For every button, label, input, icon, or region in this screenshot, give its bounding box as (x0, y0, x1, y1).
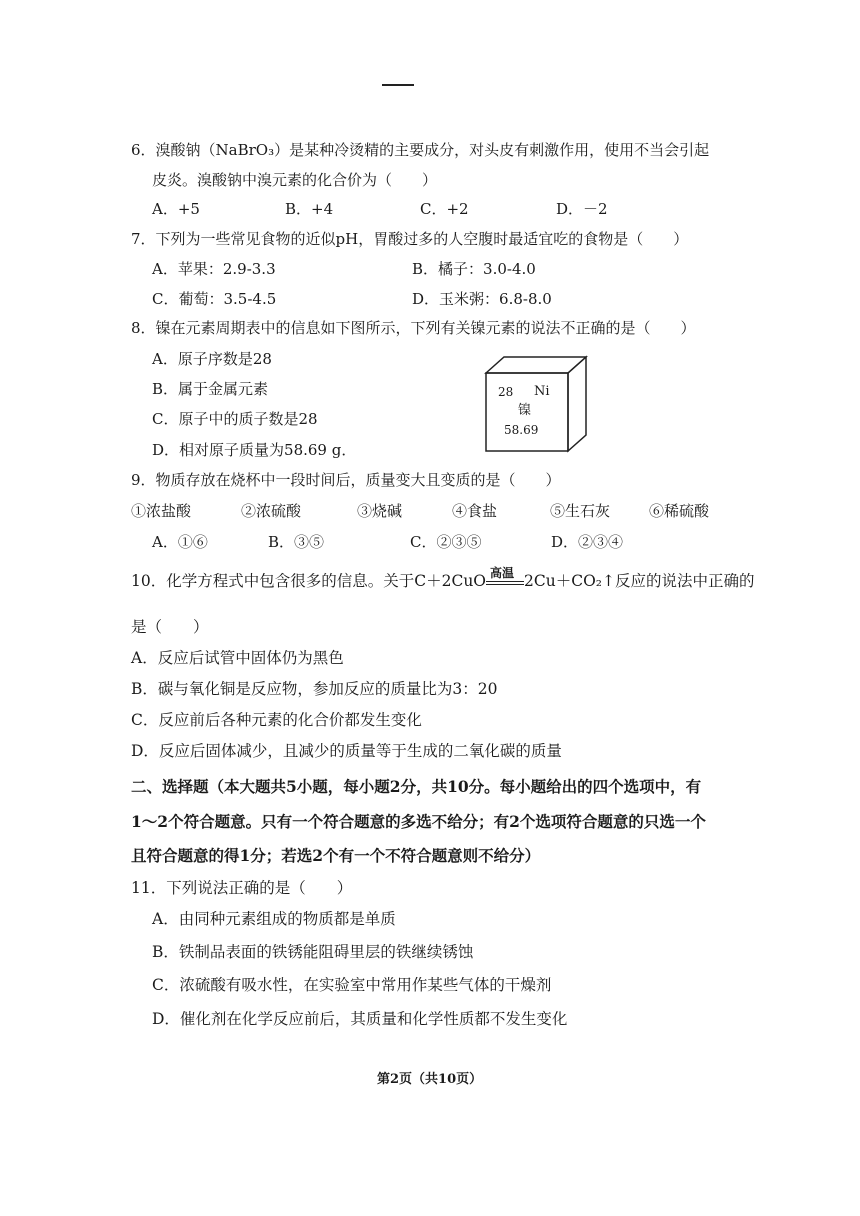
q7-option-d: D．玉米粥：6.8-8.0 (412, 290, 552, 308)
q10-option-c: C．反应前后各种元素的化合价都发生变化 (131, 711, 422, 729)
q8-option-d: D．相对原子质量为58.69 g． (152, 441, 357, 459)
q10-equation-right: 2Cu＋CO₂↑ (524, 572, 615, 590)
q10-option-d: D．反应后固体减少，且减少的质量等于生成的二氧化碳的质量 (131, 742, 562, 760)
q10-stem-post: 反应的说法中正确的 (615, 572, 755, 590)
q11-option-d: D．催化剂在化学反应前后，其质量和化学性质都不发生变化 (152, 1010, 568, 1028)
q6-option-d: D．－2 (556, 200, 608, 218)
q11-option-b: B．铁制品表面的铁锈能阻碍里层的铁继续锈蚀 (152, 943, 474, 961)
q10-stem-pre: 10．化学方程式中包含很多的信息。关于 (131, 572, 415, 590)
element-atomic-mass: 58.69 (504, 423, 539, 437)
element-symbol: Ni (534, 384, 550, 399)
q6-option-b: B．+4 (285, 200, 334, 218)
q7-option-a: A．苹果：2.9-3.3 (152, 260, 276, 278)
q9-option-a: A．①⑥ (152, 533, 208, 551)
element-name: 镍 (518, 403, 532, 418)
q6-option-c: C．+2 (420, 200, 469, 218)
q6-option-a: A．+5 (152, 200, 200, 218)
top-rule (382, 84, 414, 86)
q10-equation-arrow (486, 566, 524, 591)
q10-equation-condition: 高温 (490, 566, 515, 580)
q7-option-b: B．橘子：3.0-4.0 (412, 260, 536, 278)
cube-outline-icon (482, 355, 588, 455)
q9-option-d: D．②③④ (551, 533, 624, 551)
q6-stem-line2: 皮炎。溴酸钠中溴元素的化合价为（ ） (152, 171, 438, 189)
q9-item-1: ①浓盐酸 (131, 502, 192, 520)
q11-option-c: C．浓硫酸有吸水性，在实验室中常用作某些气体的干燥剂 (152, 976, 552, 994)
q11-stem: 11．下列说法正确的是（ ） (131, 879, 353, 897)
q10-option-a: A．反应后试管中固体仍为黑色 (131, 649, 344, 667)
section2-instructions-line2: 1～2个符合题意。只有一个符合题意的多选不给分；有2个选项符合题意的只选一个 (131, 812, 706, 831)
q9-stem: 9．物质存放在烧杯中一段时间后，质量变大且变质的是（ ） (131, 471, 561, 489)
q9-item-2: ②浓硫酸 (241, 502, 302, 520)
q8-stem: 8．镍在元素周期表中的信息如下图所示，下列有关镍元素的说法不正确的是（ ） (131, 319, 696, 337)
q6-stem-line1: 6．溴酸钠（NaBrO₃）是某种冷烫精的主要成分，对头皮有刺激作用，使用不当会引起 (131, 141, 710, 159)
q10-option-b: B．碳与氧化铜是反应物，参加反应的质量比为3：20 (131, 680, 498, 698)
q7-option-c: C．葡萄：3.5-4.5 (152, 290, 277, 308)
q9-item-4: ④食盐 (452, 502, 498, 520)
q9-item-6: ⑥稀硫酸 (649, 502, 710, 520)
page-number: 第2页（共10页） (377, 1072, 483, 1087)
q7-stem: 7．下列为一些常见食物的近似pH，胃酸过多的人空腹时最适宜吃的食物是（ ） (131, 230, 689, 248)
q9-option-b: B．③⑤ (268, 533, 325, 551)
q8-option-b: B．属于金属元素 (152, 380, 269, 398)
q10-stem-line1 (131, 566, 755, 591)
element-atomic-number: 28 (498, 385, 514, 399)
q10-stem-line2: 是（ ） (131, 618, 209, 636)
q9-option-c: C．②③⑤ (410, 533, 482, 551)
q11-option-a: A．由同种元素组成的物质都是单质 (152, 910, 396, 928)
q10-equation-left: C＋2CuO (414, 572, 487, 590)
section2-instructions-line1: 二、选择题（本大题共5小题，每小题2分，共10分。每小题给出的四个选项中，有 (131, 777, 702, 796)
q9-item-5: ⑤生石灰 (550, 502, 611, 520)
nickel-element-tile (482, 355, 588, 455)
section2-instructions-line3: 且符合题意的得1分；若选2个有一个不符合题意则不给分） (131, 846, 541, 865)
q8-option-a: A．原子序数是28 (152, 350, 272, 368)
q9-item-3: ③烧碱 (357, 502, 403, 520)
q8-option-c: C．原子中的质子数是28 (152, 410, 318, 428)
